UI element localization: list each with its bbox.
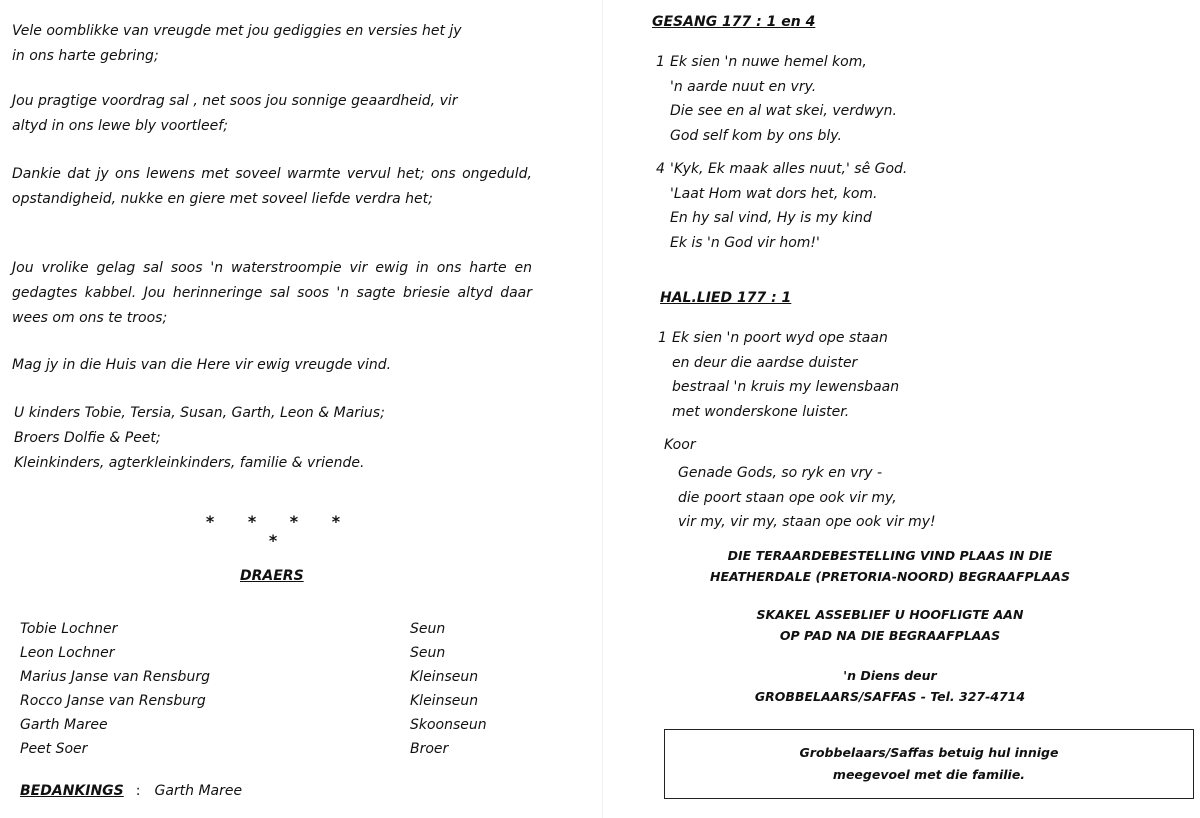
- hallied-heading: HAL.LIED 177 : 1: [660, 290, 792, 306]
- burial-notice: DIE TERAARDEBESTELLING VIND PLAAS IN DIE HEATHERDALE (PRETORIA-NOORD) BEGRAAFPLAAS: [710, 548, 1070, 584]
- koor-label: Koor: [664, 437, 696, 453]
- bearer-name: Leon Lochner: [20, 645, 115, 661]
- service-notice: 'n Diens deur GROBBELAARS/SAFFAS - Tel. 327-4714: [754, 668, 1026, 704]
- bearer-relation: Broer: [410, 741, 449, 757]
- gesang-heading: GESANG 177 : 1 en 4: [652, 14, 816, 30]
- bearer-row: [20, 665, 540, 689]
- signoff: U kinders Tobie, Tersia, Susan, Garth, Leon & Marius; Broers Dolfie & Peet; Kleinkinders, agterkleinkinders, familie & vriende.: [14, 405, 385, 471]
- bearer-name: Tobie Lochner: [20, 621, 118, 637]
- verse-number: 4: [656, 161, 665, 177]
- page-fold: [602, 0, 603, 818]
- paragraph-4: Jou vrolike gelag sal soos 'n waterstroompie vir ewig in ons harte en gedagtes kabbel. Jou herinneringe sal soos 'n sagte briesie altyd daar wees om ons te troos;: [12, 260, 532, 326]
- bearer-name: Rocco Janse van Rensburg: [20, 693, 206, 709]
- verse-lines: 'Kyk, Ek maak alles nuut,' sê God. 'Laat Hom wat dors het, kom. En hy sal vind, Hy is my kind Ek is 'n God vir hom!': [670, 161, 908, 251]
- stars-divider: * * * * *: [205, 512, 355, 550]
- bearer-relation: Seun: [410, 621, 446, 637]
- thanks-name: Garth Maree: [154, 783, 243, 799]
- paragraph-5: Mag jy in die Huis van die Here vir ewig vreugde vind.: [12, 357, 392, 373]
- paragraph-3: Dankie dat jy ons lewens met soveel warmte vervul het; ons ongeduld, opstandigheid, nukke en giere met soveel liefde verdra het;: [12, 166, 532, 207]
- right-page: [620, 0, 1200, 818]
- gesang-verse-4: [656, 157, 907, 255]
- bearer-relation: Seun: [410, 645, 446, 661]
- thanks-separator: :: [135, 783, 141, 799]
- condolence-box: [664, 729, 1194, 799]
- bearers-list: [20, 617, 540, 761]
- verse-number: 1: [656, 54, 665, 70]
- bearer-row: [20, 689, 540, 713]
- headlights-notice: SKAKEL ASSEBLIEF U HOOFLIGTE AAN OP PAD NA DIE BEGRAAFPLAAS: [756, 607, 1024, 643]
- verse-lines: Ek sien 'n poort wyd ope staan en deur die aardse duister bestraal 'n kruis my lewensbaan met wonderskone luister.: [672, 330, 900, 420]
- bearer-row: [20, 713, 540, 737]
- bearer-row: [20, 617, 540, 641]
- bearer-relation: Kleinseun: [410, 669, 479, 685]
- bearer-row: [20, 737, 540, 761]
- thanks-line: [20, 783, 242, 799]
- paragraph-1: Vele oomblikke van vreugde met jou gediggies en versies het jy in ons harte gebring;: [12, 23, 462, 64]
- gesang-verse-1: [656, 50, 897, 148]
- verse-lines: Ek sien 'n nuwe hemel kom, 'n aarde nuut en vry. Die see en al wat skei, verdwyn. God self kom by ons bly.: [670, 54, 897, 144]
- bearer-relation: Kleinseun: [410, 693, 479, 709]
- bearer-name: Peet Soer: [20, 741, 88, 757]
- condolence-text: Grobbelaars/Saffas betuig hul innige meegevoel met die familie.: [799, 745, 1059, 782]
- bearer-name: Garth Maree: [20, 717, 108, 733]
- thanks-heading: BEDANKINGS: [20, 783, 124, 799]
- bearer-row: [20, 641, 540, 665]
- koor-lines: Genade Gods, so ryk en vry - die poort staan ope ook vir my, vir my, vir my, staan ope ook vir my!: [678, 465, 936, 530]
- bearer-relation: Skoonseun: [410, 717, 487, 733]
- paragraph-2: Jou pragtige voordrag sal , net soos jou sonnige geaardheid, vir altyd in ons lewe bly voortleef;: [12, 93, 458, 134]
- bearer-name: Marius Janse van Rensburg: [20, 669, 210, 685]
- hallied-verse-1: [658, 326, 899, 424]
- draers-heading: DRAERS: [240, 568, 304, 584]
- verse-number: 1: [658, 330, 667, 346]
